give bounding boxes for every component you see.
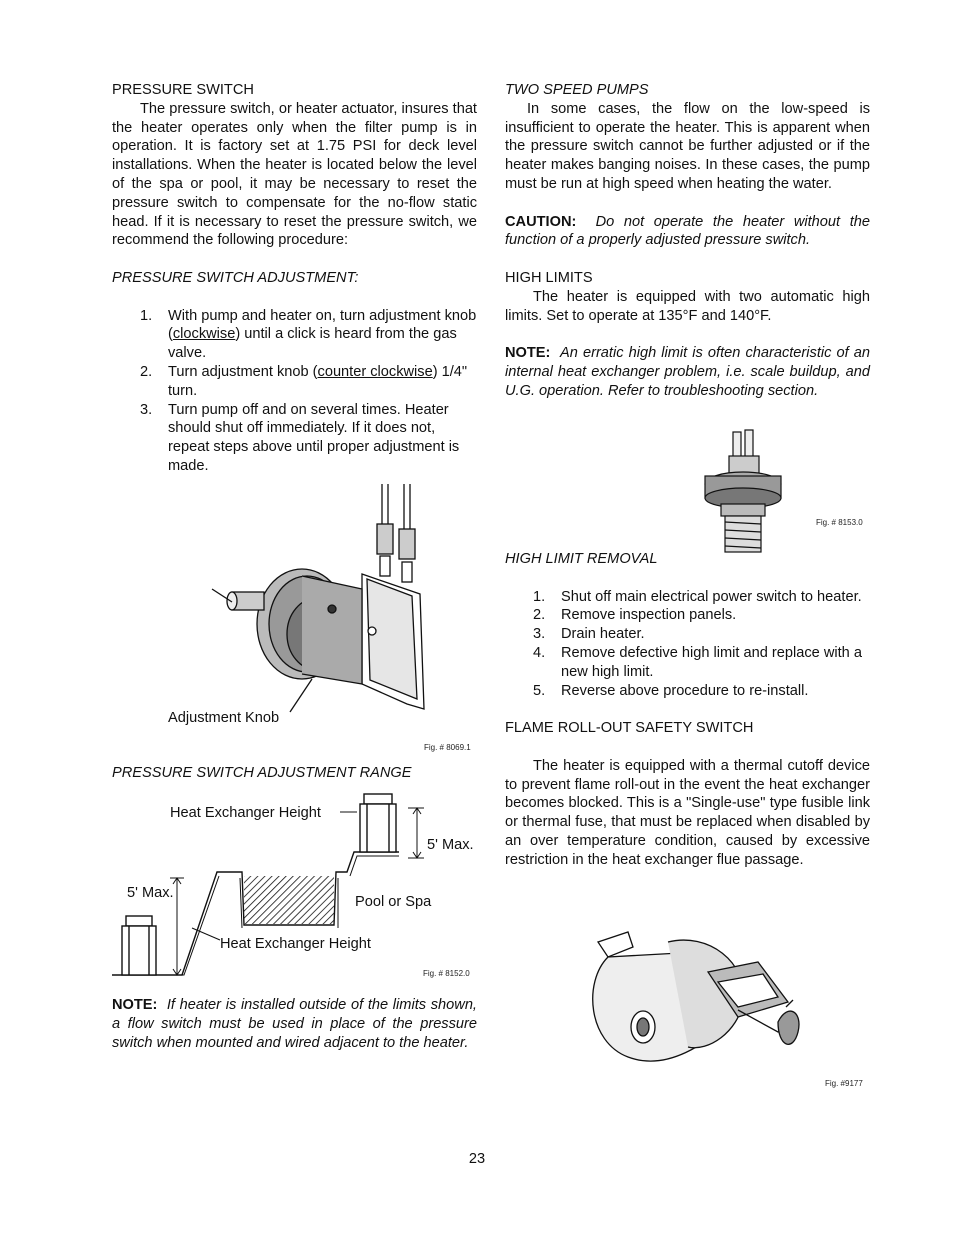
page-number: 23	[468, 1151, 486, 1167]
note-text: If heater is installed outside of the limits shown, a flow switch must be used in place of the pressure switch when mounted and wired adjacent to the heater.	[112, 997, 477, 1051]
caution-paragraph: CAUTION: Do not operate the heater without the function of a properly adjusted pressure switch.	[505, 213, 871, 249]
flame-body: The heater is equipped with a thermal cutoff device to prevent flame roll-out in the event the heat exchanger becomes blocked. This is a "Single-use" type fusible link or thermal fuse, that must be replaced when disabled by an over temperature condition, caused by excessive restriction in the heat exchanger flue passage.	[505, 757, 870, 868]
two-speed-body: In some cases, the flow on the low-speed is insufficient to operate the heater. This is apparent when the pressure switch cannot be further adjusted or if the heater makes banging noises. In these cases, the pump must be run at high speed when heating the water.	[505, 100, 870, 192]
five-max-left-label: 5' Max.	[127, 885, 174, 901]
list-item: 2. Turn adjustment knob (counter clockwise) 1/4" turn.	[140, 363, 468, 399]
fig-8069-label: Fig. # 8069.1	[424, 743, 471, 752]
heat-exchanger-bottom-label: Heat Exchanger Height	[220, 936, 371, 952]
list-item: 1. Shut off main electrical power switch to heater.	[533, 588, 862, 605]
two-speed-heading: TWO SPEED PUMPS	[505, 82, 649, 98]
list-item: 1. With pump and heater on, turn adjustment knob (clockwise) until a click is heard from the gas valve.	[140, 307, 477, 362]
high-limits-body: The heater is equipped with two automatic high limits. Set to operate at 135°F and 140°F.	[505, 288, 870, 324]
fig-8153-label: Fig. # 8153.0	[816, 518, 863, 527]
list-item: 5. Reverse above procedure to re-install.	[533, 682, 809, 699]
left-column	[112, 81, 477, 476]
list-item: 2. Remove inspection panels.	[533, 607, 737, 624]
left-note	[112, 996, 477, 1052]
flame-rollout-switch-illustration	[588, 922, 818, 1072]
fig-9177-label: Fig. #9177	[825, 1079, 863, 1088]
high-limit-illustration	[703, 426, 793, 556]
pressure-switch-illustration	[212, 484, 452, 734]
fig-8152-label: Fig. # 8152.0	[423, 969, 470, 978]
heat-exchanger-top-label: Heat Exchanger Height	[170, 805, 321, 821]
list-item: 4. Remove defective high limit and replace with a new high limit.	[533, 644, 862, 680]
adjustment-heading: PRESSURE SWITCH ADJUSTMENT:	[112, 269, 359, 286]
pressure-switch-body: The pressure switch, or heater actuator, insures that the heater operates only when the filter pump is in operation. It is factory set at 1.75 PSI for deck level installations. When the heater is located below the level of the spa or pool, it may be necessary to reset the pressure switch to compensate for the no-flow static head. If it is necessary to reset the pressure switch, we recommend the following procedure:	[112, 100, 477, 249]
removal-heading: HIGH LIMIT REMOVAL	[505, 551, 658, 567]
adjustment-steps	[112, 307, 477, 476]
pressure-switch-heading: PRESSURE SWITCH	[112, 82, 254, 98]
right-column	[505, 81, 870, 401]
note-label: NOTE:	[112, 997, 158, 1013]
list-item: 3. Turn pump off and on several times. Heater should shut off immediately. If it does not, repeat steps above until proper adjustment is made.	[140, 401, 460, 474]
range-heading: PRESSURE SWITCH ADJUSTMENT RANGE	[112, 765, 412, 781]
high-limits-heading: HIGH LIMITS	[505, 269, 593, 286]
list-item: 3. Drain heater.	[533, 626, 645, 643]
high-limit-removal-section	[505, 550, 870, 870]
pool-or-spa-label: Pool or Spa	[355, 894, 432, 910]
right-note: NOTE: An erratic high limit is often characteristic of an internal heat exchanger problem, i.e. scale buildup, and U.G. operation. Refer to troubleshooting section.	[505, 345, 870, 399]
adjustment-knob-label: Adjustment Knob	[168, 710, 280, 726]
removal-steps	[505, 588, 870, 701]
flame-heading: FLAME ROLL-OUT SAFETY SWITCH	[505, 720, 754, 737]
five-max-right-label: 5' Max.	[427, 837, 474, 853]
